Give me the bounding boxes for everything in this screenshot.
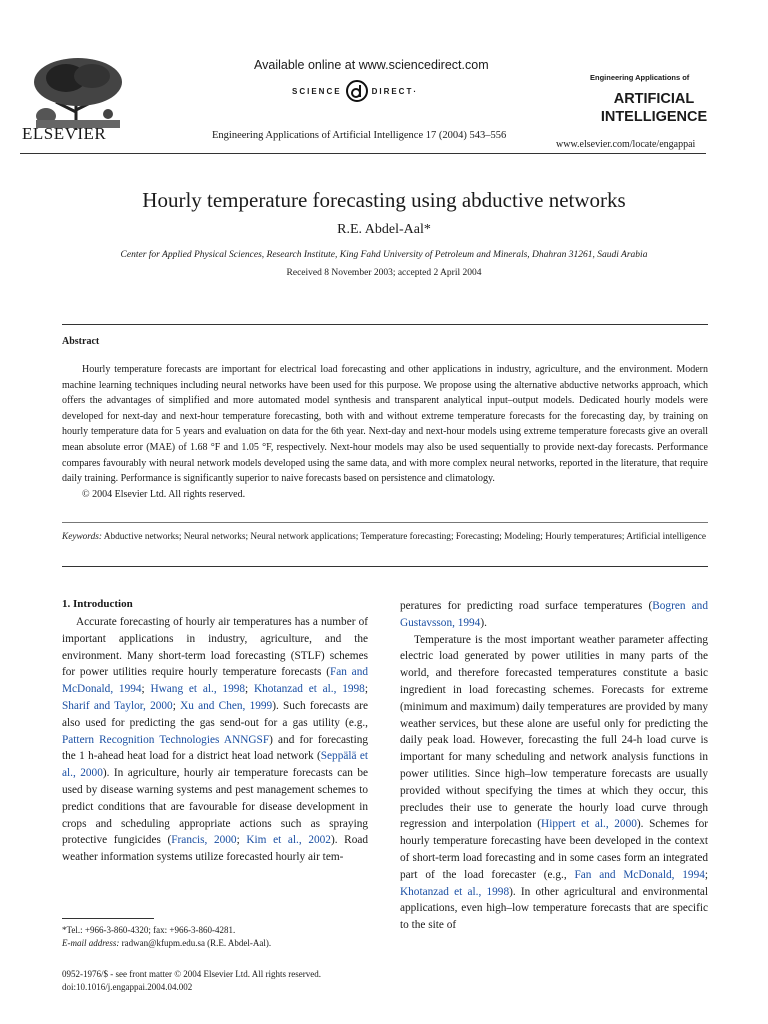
text-run: peratures for predicting road surface temperatures (: [400, 600, 653, 612]
citation-link[interactable]: Khotanzad et al., 1998: [253, 683, 365, 696]
doi-line[interactable]: doi:10.1016/j.engappai.2004.04.002: [62, 982, 193, 992]
available-online-text[interactable]: Available online at www.sciencedirect.com: [254, 58, 489, 72]
header-divider: [20, 153, 706, 154]
journal-cover-small-title: Engineering Applications of: [590, 73, 690, 82]
separator: ;: [704, 868, 709, 881]
elsevier-tree-logo: [26, 56, 130, 130]
intro-paragraph-1: [62, 614, 368, 866]
abstract-copyright: © 2004 Elsevier Ltd. All rights reserved.: [82, 488, 246, 500]
text-run: Temperature is the most important weather parameter affecting electric load generated by power utilities in many parts of the world, and therefore forecasted temperatures constitute a basic ingredient in load forecasting schemes. Forecasts for extreme (minimum and maximum) daily temperatures are provided by many weather services, but these alone are useful only for predicting the daily peak load. However, forecasting the full 24-h load curve is important for many scheduling and network analysis functions in power utilities. Since high–low temperature forecasts are usually provided without specifying the times at which they occur, this precludes their use to generate the hourly load curve through regression and interpolation (: [400, 633, 708, 831]
intro-left-column: [62, 614, 368, 866]
received-dates: Received 8 November 2003; accepted 2 April 2004: [286, 268, 482, 278]
keywords-bottom-divider: [62, 566, 708, 567]
separator: ;: [245, 683, 254, 696]
abstract-heading: Abstract: [62, 336, 100, 347]
footnote-divider: [62, 918, 154, 919]
citation-link[interactable]: Seppälä et al., 2000: [62, 750, 368, 780]
citation-link[interactable]: Francis, 2000: [171, 834, 237, 847]
intro-paragraph-1-continued: [400, 598, 708, 632]
text-run: ). Schemes for hourly temperature forecasting have been developed in the context of short-term load forecasting and in some cases form an integrated part of the load forecaster (e.g.,: [400, 818, 709, 881]
citation-link[interactable]: Hippert et al., 2000: [541, 818, 637, 831]
abstract-top-divider: [62, 324, 708, 325]
text-run: ). In other agricultural and environmental applications, even high–low temperature forecasts that are specific to the site of: [400, 885, 708, 932]
keywords-text: Abductive networks; Neural networks; Neural network applications; Temperature forecasting; Forecasting; Modeling; Hourly temperatures; Artificial intelligence: [103, 532, 707, 542]
separator: ;: [364, 683, 368, 696]
text-run: ) and for forecasting the 1 h-ahead heat load for a district heat load network (: [62, 733, 369, 763]
citation-link[interactable]: Khotanzad et al., 1998: [400, 885, 510, 898]
citation-link[interactable]: Hwang et al., 1998: [150, 683, 246, 696]
text-run: ). Such forecasts are also used for predicting the gas send-out for a gas utility (e.g.,: [62, 699, 369, 729]
footnote-contact: *Tel.: +966-3-860-4320; fax: +966-3-860-4281.: [62, 925, 236, 935]
journal-cover-line-1: ARTIFICIAL: [613, 91, 695, 107]
citation-link[interactable]: Fan and McDonald, 1994: [62, 666, 368, 696]
sciencedirect-logo: [292, 79, 418, 103]
journal-cover-line-2: INTELLIGENCE: [600, 109, 708, 125]
citation-link[interactable]: Xu and Chen, 1999: [180, 699, 273, 712]
footnote-email: [62, 937, 382, 950]
section-heading-introduction: 1. Introduction: [62, 598, 133, 610]
citation-link[interactable]: Sharif and Taylor, 2000: [62, 699, 173, 712]
author-affiliation: Center for Applied Physical Sciences, Research Institute, King Fahd University of Petroleum and Minerals, Dhahran 31261, Saudi Arabia: [120, 250, 648, 260]
sciencedirect-d-icon: [345, 79, 369, 103]
intro-paragraph-2: [400, 632, 708, 934]
publisher-name: ELSEVIER: [22, 124, 107, 143]
text-run: Accurate forecasting of hourly air temperatures has a number of important applications in industry, agriculture, and the environment. Many short-term load forecasting (STLF) schemes for power utilities require hourly temperature forecasts (: [62, 616, 368, 679]
article-title: Hourly temperature forecasting using abductive networks: [142, 188, 626, 212]
abstract-paragraph: Hourly temperature forecasts are important for electrical load forecasting and other applications in industry, agriculture, and the environment. Modern machine learning techniques including neural networks have been used for this purpose. We propose using the alternative abductive networks approach, which offers the advantages of simplified and more automated model synthesis and transparent analytical input–output models. Dedicated hourly models were developed for next-day and next-hour temperature forecasting, both with and without extreme temperature forecasts for the forecasting day, by training on hourly temperature data for 5 years and evaluation on data for the 6th year. Next-day and next-hour models using extreme temperature forecasts give an overall mean absolute error (MAE) of 1.68 °F and 1.05 °F, respectively. Next-hour models may also be used sequentially to provide next-day forecasts. Performance compares favourably with neural network models developed using the same data, and with more complex neural networks, reported in the literature, that require daily training. Performance is significantly superior to naive forecasts based on persistence and climatology.: [62, 364, 708, 485]
front-matter-line: 0952-1976/$ - see front matter © 2004 Elsevier Ltd. All rights reserved.: [62, 969, 322, 979]
front-matter: [62, 968, 392, 994]
keywords-top-divider: [62, 522, 708, 523]
keywords-label: Keywords:: [62, 532, 102, 542]
text-run: ). Road weather information systems utilize forecasted hourly air tem-: [62, 834, 369, 864]
intro-right-column: [400, 598, 708, 934]
email-label: E-mail address:: [62, 938, 120, 948]
journal-url[interactable]: www.elsevier.com/locate/engappai: [556, 139, 696, 150]
citation-link[interactable]: Kim et al., 2002: [246, 834, 331, 847]
sd-right-text: DIRECT·: [371, 86, 419, 96]
citation-link[interactable]: Fan and McDonald, 1994: [574, 868, 705, 881]
journal-citation: Engineering Applications of Artificial Intelligence 17 (2004) 543–556: [212, 130, 507, 141]
separator: ;: [236, 834, 247, 847]
separator: ;: [172, 699, 181, 712]
sd-left-text: SCIENCE: [292, 86, 342, 96]
text-run: ).: [480, 616, 487, 629]
citation-link[interactable]: Bogren and Gustavsson, 1994: [400, 600, 708, 629]
separator: ;: [141, 683, 151, 696]
keywords-block: [62, 531, 708, 545]
abstract-body: [62, 362, 708, 502]
citation-link[interactable]: Pattern Recognition Technologies ANNGSF: [62, 733, 270, 746]
article-author: R.E. Abdel-Aal*: [337, 222, 431, 237]
email-address[interactable]: radwan@kfupm.edu.sa (R.E. Abdel-Aal).: [119, 938, 272, 948]
text-run: ). In agriculture, hourly air temperature forecasts can be used by disease warning systems and pest management schemes to predict conditions that are favourable for disease development in crops and scheduling appropriate actions such as spraying protective fungicides (: [62, 767, 368, 847]
journal-cover-title: [596, 90, 712, 126]
